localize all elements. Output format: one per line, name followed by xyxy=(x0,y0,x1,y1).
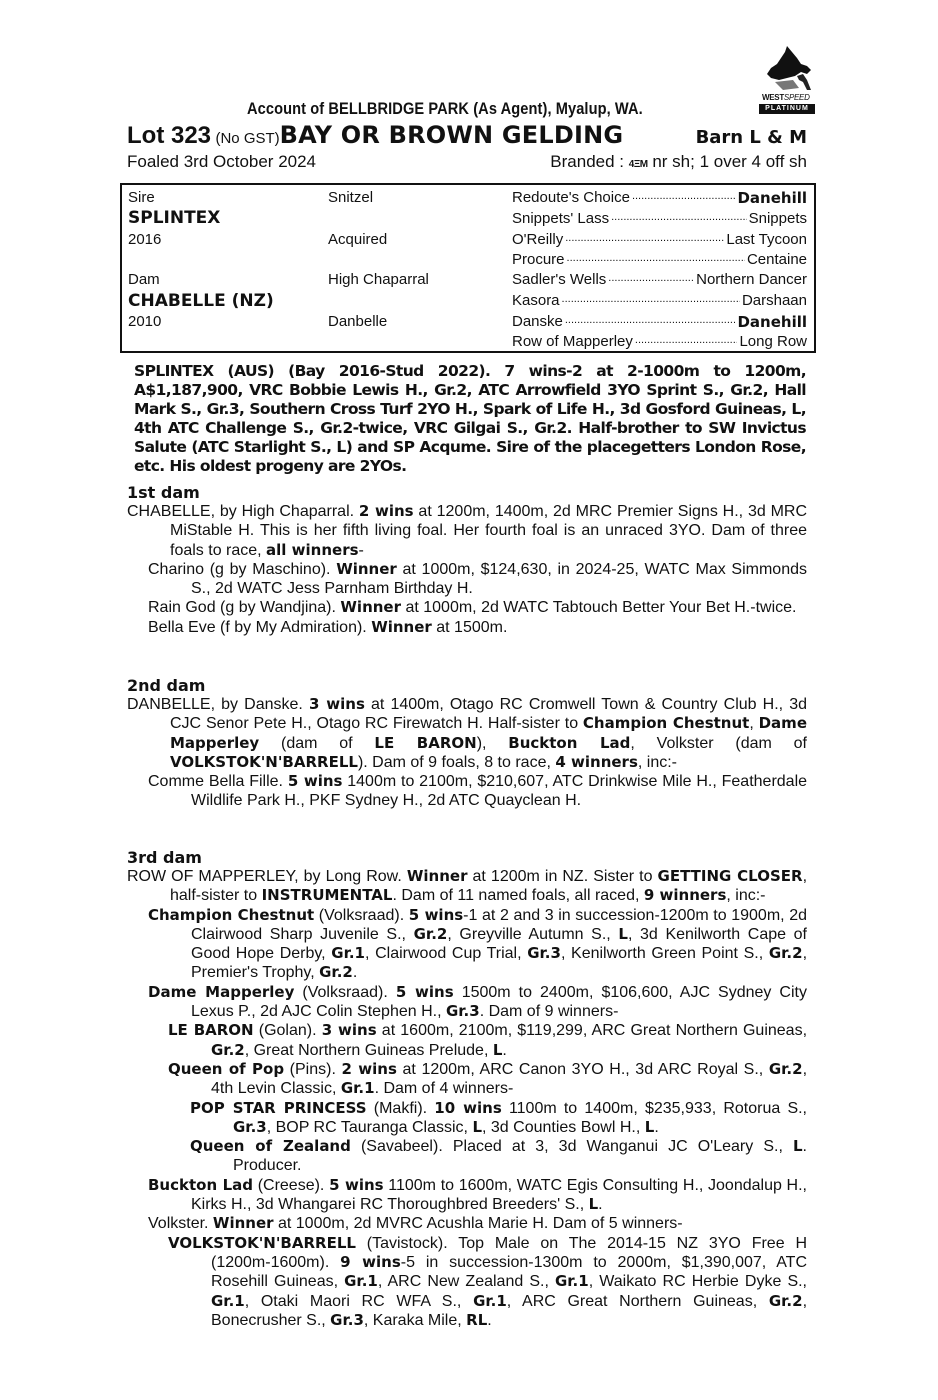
section-heading: 1st dam xyxy=(127,483,200,502)
granddam-maternal: Danbelle xyxy=(328,313,388,330)
sire-name: SPLINTEX xyxy=(128,208,221,228)
dam-year: 2010 xyxy=(128,313,162,330)
progeny-entry: LE BARON (Golan). 3 wins at 1600m, 2100m, $119,299, ARC Great Northern Guineas, Gr.2, Great Northern Guineas Prelude, L. xyxy=(168,1021,808,1059)
progeny-entry: Queen of Pop (Pins). 2 wins at 1200m, ARC Canon 3YO H., 3d ARC Royal S., Gr.2, 4th Levin Classic, Gr.1. Dam of 4 winners- xyxy=(168,1059,808,1098)
grandsire-paternal: Snitzel xyxy=(328,189,374,206)
barn-location: Barn L & M xyxy=(695,127,807,148)
great-grandparent-row: O'Reilly ..... Last Tycoon xyxy=(512,231,807,248)
dam-summary: DANBELLE, by Danske. 3 wins at 1400m, Otago RC Cromwell Town & Country Club H., 3d CJC Senor Pete H., Otago RC Firewatch H. Half-sister to Champion Chestnut, Dame Mapperley (dam of LE BARON), Buckton Lad, Volkster (dam of VOLKSTOK'N'BARRELL). Dam of 9 foals, 8 to race, 4 winners, inc:- xyxy=(127,695,808,771)
progeny-entry: Champion Chestnut (Volksraad). 5 wins-1 at 2 and 3 in succession-1200m to 1900m, 2d Clairwood Sharp Juvenile S., Gr.2, Greyville Autumn S., L, 3d Kenilworth Cape of Good Hope Derby, Gr.1, Clairwood Cup Trial, Gr.3, Kenilworth Green Point S., Gr.2, Premier's Trophy, Gr.2. xyxy=(148,905,808,982)
progeny-entry: VOLKSTOK'N'BARRELL (Tavistock). Top Male on The 2014-15 NZ 3YO Free H (1200m-1600m). 9 wins-5 in succession-1300m to 2000m, $1,390,007, ATC Rosehill Guineas, Gr.1, ARC New Zealand S., Gr.1, Waikato RC Herbie Dyke S., Gr.1, Otaki Maori RC WFA S., Gr.1, ARC Great Northern Guineas, Gr.2, Bonecrusher S., Gr.3, Karaka Mile, RL. xyxy=(168,1233,808,1329)
dam-summary: CHABELLE, by High Chaparral. 2 wins at 1200m, 1400m, 2d MRC Premier Signs H., 3d MRC MiStable H. This is her fifth living foal. Her fourth foal is an unraced 3YO. Dam of three foals to race, all winners- xyxy=(127,502,808,559)
brand-description: Branded : 4ΞM nr sh; 1 over 4 off sh xyxy=(550,152,807,171)
progeny-entry: Queen of Zealand (Savabeel). Placed at 3, 3d Wanganui JC O'Leary S., L. Producer. xyxy=(190,1137,807,1175)
second-dam-section xyxy=(127,676,807,811)
lot-number: Lot 323 xyxy=(127,122,212,149)
great-grandparent-row: Row of Mapperley ..... Long Row xyxy=(512,333,807,350)
horse-description: BAY OR BROWN GELDING xyxy=(279,121,624,149)
westspeed-platinum-logo xyxy=(757,44,819,116)
progeny-entry: Rain God (g by Wandjina). Winner at 1000m, 2d WATC Tabtouch Better Your Bet H.-twice. xyxy=(148,598,797,617)
great-grandparent-row: Procure ..... Centaine xyxy=(512,251,807,268)
logo-wordmark: WESTSPEED xyxy=(762,93,810,102)
great-grandparent-row: Snippets' Lass ..... Snippets xyxy=(512,210,807,227)
great-grandparent-row: Kasora ..... Darshaan xyxy=(512,292,807,309)
progeny-entry: Charino (g by Maschino). Winner at 1000m, $124,630, in 2024-25, WATC Max Simmonds S., 2d WATC Jess Parnham Birthday H. xyxy=(148,559,807,598)
pedigree-table xyxy=(120,183,816,353)
brand-mark: 4ΞM xyxy=(628,159,648,170)
first-dam-section xyxy=(127,483,807,637)
progeny-entry: Dame Mapperley (Volksraad). 5 wins 1500m to 2400m, $106,600, AJC Sydney City Lexus P., 2d AJC Colin Stephen H., Gr.3. Dam of 9 winners- xyxy=(148,982,807,1021)
third-dam-section xyxy=(127,848,807,1330)
progeny-entry: Bella Eve (f by My Admiration). Winner at 1500m. xyxy=(148,617,508,636)
sire-label: Sire xyxy=(128,189,155,206)
dam-name: CHABELLE (NZ) xyxy=(128,291,274,311)
dam-label: Dam xyxy=(128,271,160,288)
logo-tier: PLATINUM xyxy=(759,104,815,114)
gst-note: (No GST) xyxy=(215,130,280,147)
dam-summary: ROW OF MAPPERLEY, by Long Row. Winner at 1200m in NZ. Sister to GETTING CLOSER, half-sister to INSTRUMENTAL. Dam of 11 named foals, all raced, 9 winners, inc:- xyxy=(127,867,808,905)
progeny-entry: Volkster. Winner at 1000m, 2d MVRC Acushla Marie H. Dam of 5 winners- xyxy=(148,1214,683,1233)
great-grandparent-row: Danske ..... Danehill xyxy=(512,313,807,331)
foaled-date: Foaled 3rd October 2024 xyxy=(127,152,317,171)
progeny-entry: Comme Bella Fille. 5 wins 1400m to 2100m, $210,607, ATC Drinkwise Mile H., Featherdale Wildlife Park H., PKF Sydney H., 2d ATC Quayclean H. xyxy=(148,772,808,810)
progeny-entry: Buckton Lad (Creese). 5 wins 1100m to 1600m, WATC Egis Consulting H., Joondalup H., Kirks H., 3d Whangarei RC Thoroughbred Breeders' S., L. xyxy=(148,1175,808,1214)
great-grandparent-row: Redoute's Choice ..... Danehill xyxy=(512,189,807,207)
horse-rider-icon xyxy=(757,44,819,92)
great-grandparent-row: Sadler's Wells ..... Northern Dancer xyxy=(512,271,807,288)
grandsire-maternal: High Chaparral xyxy=(328,271,429,288)
lot-line xyxy=(127,121,807,151)
granddam-paternal: Acquired xyxy=(328,231,388,248)
progeny-entry: POP STAR PRINCESS (Makfi). 10 wins 1100m to 1400m, $235,933, Rotorua S., Gr.3, BOP RC Tauranga Classic, L, 3d Counties Bowl H., L. xyxy=(190,1098,808,1136)
section-heading: 2nd dam xyxy=(127,676,206,695)
sire-year: 2016 xyxy=(128,231,162,248)
vendor-account: Account of BELLBRIDGE PARK (As Agent), Myalup, WA. xyxy=(247,99,643,118)
sire-summary: SPLINTEX (AUS) (Bay 2016-Stud 2022). 7 wins-2 at 2-1000m to 1200m, A$1,187,900, VRC Bobbie Lewis H., Gr.2, ATC Arrowfield 3YO Sprint S., Gr.2, Hall Mark S., Gr.3, Southern Cross Turf 2YO H., Spark of Life H., 3d Gosford Guineas, L, 4th ATC Challenge S., Gr.2-twice, VRC Gilgai S., Gr.2. Half-brother to SW Invictus Salute (ATC Starlight S., L) and SP Acqume. Sire of the placegetters London Rose, etc. His oldest progeny are 2YOs. xyxy=(134,362,806,475)
section-heading: 3rd dam xyxy=(127,848,202,867)
